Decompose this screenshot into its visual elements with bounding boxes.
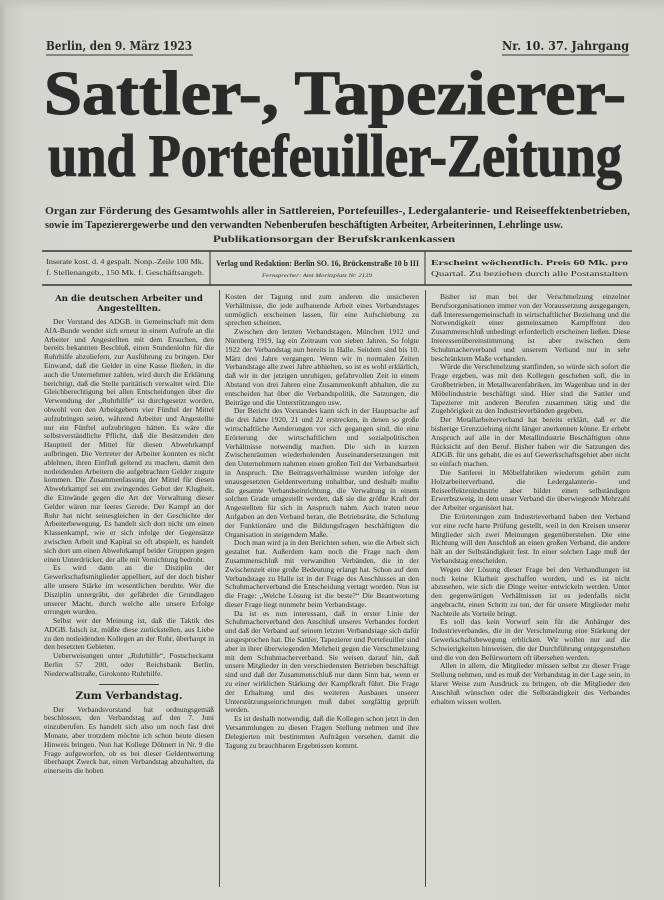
article-paragraph: Würde die Verschmelzung stattfinden, so würde sich sofort die Frage ergeben, was mit den Kollegen geschehen soll, die in Großbetrieben, in Metallwarenfabriken, im Wagenbau und in der Möbelindustrie beschäftigt sind. Hier sind die Sattler und Tapezierer mit anderen Berufen zusammen tätig und die Zugehörigkeit zu den Industrieverbänden gegeben. [431,362,630,416]
article-paragraph: Kosten der Tagung und zum anderen die unsicheren Verhältnisse, die jede aufbauende Arbeit eines Verbandstages unmöglich erscheinen lassen, für eine Aufschiebung zu sprechen scheinen. [225,293,419,328]
article-paragraph: Die Sattlerei in Möbelfabriken wiederum gehört zum Holzarbeiterverband, die Ledergalanterie- und Reiseeffektenindustrie aber bildet einen selbständigen Erwerbszweig, in dem unser Verband die überwiegende Mehrzahl der Arbeiter organisiert hat. [431,467,630,513]
article-paragraph: Allen in allem, die Mitglieder müssen selbst zu dieser Frage Stellung nehmen, und es muß der Verbandstag in der Lage sein, in klarer Weise zum Ausdruck zu bringen, ob die Mitglieder den Anschluß wünschen oder die Selbständigkeit des Verbandes erhalten wissen wollen. [431,661,630,706]
article-paragraph: Es wird dann an die Disziplin der Gewerkschaftsmitglieder appelliert, auf der doch bisher alle unsere Stärke im wesentlichen beruhte. Wer die Disziplin untergräbt, der gefährdet die Grundlagen unserer Macht, durch welche alle unsere Erfolge errungen wurden. [44,563,214,617]
subscription-line-1: Erscheint wöchentlich. Preis 60 Mk. pro [431,258,629,267]
subscription-line-2: Quartal. Zu beziehen durch alle Postanstalten [431,269,629,278]
article-paragraph: Der Vorstand des ADGB. in Gemeinschaft mit dem AfA-Bunde wendet sich erneut in einem Aufrufe an die Arbeiter und Angestellten mit dem Ersuchen, den bereits bekannten Beschluß, einen Stundenlohn für die Ruhrhilfe abzuliefern, zur Ausführung zu bringen. Der Einwand, daß die Gelder in eine Kasse fließen, in die auch die Unternehmer zahlen, wird durch die Erklärung berichtigt, daß die Stelle paritätisch verwaltet wird. Die Gleichberechtigung bei allen Entscheidungen über die Verwendung der „Ruhrhilfe“ ist durchgesetzt worden, obwohl von den Arbeitgebern vier Fünftel der Mittel aufzubringen seien, während Arbeiter und Angestellte nur ein Fünftel aufzubringen hätten. Es wäre die selbstverständliche Pflicht, daß die Besitzenden den Hauptteil der Mittel für diesen Abwehrkampf aufbringen. Die Vertreter der Arbeiter konnten es nicht ablehnen, ihren Einfluß geltend zu machen, damit den notleidenden Arbeitern die aufgebrachten Gelder zugute kommen. Die Zusammenfassung der Mittel für diesen Abwehrkampf sei ein zwingendes Gebot der Klugheit, die Einwände gegen die Art der Verwaltung dieser Gelder wären nur leeres Gerede. Der Kampf an der Ruhr hat nicht seinesgleichen in der Geschichte der Arbeiterbewegung. Es handelt sich dort nicht um einen Klassenkampf, wie er sich infolge der Gegensätze zwischen Arbeit und Kapital so oft abspielt, es handelt sich dort um einen Abwehrkampf beider Gruppen gegen einen Unterdrücker, der alle mit Vernichtung bedroht. [44,317,214,564]
article-paragraph: Es ist deshalb notwendig, daß die Kollegen schon jetzt in den Versammlungen zu diesen Fragen Stellung nehmen und ihre Delegierten mit bestimmten Aufträgen versehen, damit die Tagung zu brauchbaren Ergebnissen kommt. [225,714,419,750]
column-rule-1 [219,290,220,887]
publisher-phone: Fernsprecher: Amt Moritzplatz Nr. 2139 [260,273,373,279]
article-paragraph: Der Verbandsvorstand hat ordnungsgemäß beschlossen, den Verbandstag auf den 7. Juni einzuberufen. Es handelt sich also um noch fast drei Monate, aber trotzdem möchte ich schon heute diesen Hinweis bringen. Nun hat Kollege Döhnert in Nr. 9 die Frage aufgeworfen, ob es bei dieser Geldentwertung überhaupt Zweck hat, einen Verbandstag abzuhalten, da einerseits die hohen [44,704,214,776]
ad-rates-line-1: Inserate kost. d. 4 gespalt. Nonp.-Zeile 100 Mk. [46,257,205,266]
article-paragraph: Der Bericht des Vorstandes kann sich in der Hauptsache auf die drei Jahre 1920, 21 und 22 erstrecken, in denen so große wirtschaftliche Aenderungen vor sich gegangen sind, die eine Erörterung der wirtschaftlichen und sozialpolitischen Verhältnisse notwendig machen. Die sich in kurzen Zwischenräumen wiederholenden Auseinandersetzungen mit den Unternehmern nahmen einen großen Teil der Verbandsarbeit in Anspruch. Die Beitragsverhältnisse wurden infolge der unausgesetzten Geldentwertung unhaltbar, und deshalb mußte die gesamte Verbandseinrichtung, die Verwaltung in einem solchen Grade umgestellt werden, daß sie die größte Kraft der Angestellten für sich in Anspruch nahm. Auch traten neue Aufgaben an den Verband heran, die Betriebsräte, die Schulung der Funktionäre und die Bildungsfragen beschäftigten die Organisation in steigendem Maße. [225,406,419,539]
article-title-verbandstag: Zum Verbandstag. [75,689,183,702]
article-paragraph: Zwischen den letzten Verbandstagen, München 1912 und Nürnberg 1919, lag ein Zeitraum von sieben Jahren. So folgte 1922 der Verbandstag nun bereits in Halle. Seitdem sind bis 10. März drei Jahre vergangen. Wenn wir in normalen Zeiten Verbandstage alle zwei Jahre abhielten, so ist es wohl erklärlich, daß wir in der jetzigen unruhigen, gefahrvollen Zeit in einem Abstand von drei Jahren eine Zusammenkunft abhalten, die zu entscheiden hat über die Verbandspolitik, die Satzungen, die Beiträge und die Unterstützungen usw. [225,327,419,407]
article-title-ruhr: An die deutschen Arbeiter und Angestellten. [55,294,203,314]
place-date: Berlin, den 9. März 1923 [46,39,192,53]
article-paragraph: Selbst wer der Meinung ist, daß die Taktik des ADGB. falsch ist, müßte diese zurückstellen, aus Liebe zu den notleidenden Kollegen an der Ruhr, überhaupt in den besetzten Gebieten. [44,616,214,652]
publisher-address: Verlag und Redaktion: Berlin SO. 16, Brückenstraße 10 b III [216,258,420,268]
masthead-header [0,0,664,292]
column-rule-2 [425,290,426,887]
article-paragraph: Bisher ist man bei der Verschmelzung einzelner Berufsorganisationen immer von der Voraussetzung ausgegangen, daß Interessengemeinschaft in wirtschaftlicher Beziehung und die Notwendigkeit einer gemeinsamen Kampffront den Zusammenschluß unbedingt erforderlich erscheinen ließen. Diese Interessenübereinstimmung ist aber zwischen dem Schuhmacherverband und unserem Verband nur in sehr beschränktem Maße vorhanden. [431,293,630,363]
column-3 [431,293,630,885]
article-paragraph: Die Erörterungen zum Industrieverband haben den Verband vor eine recht harte Prüfung gestellt, weil in den Kreisen unserer Mitglieder sich zwei Meinungen gegenüberstehen. Die eine Richtung will den Anschluß an einen großen Verband, die andere hält an der Selbständigkeit fest. In einer solchen Lage muß der Verbandstag entscheiden. [431,511,630,565]
article-paragraph: Da ist es nun interessant, daß in erster Linie der Schuhmacherverband den Anschluß unseres Verbandes fordert und daß der Verband auf seinem letzten Verbandstage sich dafür ausgesprochen hat. Die Sattler, Tapezierer und Portefeuiller sind aber in ihrer überwiegenden Mehrheit gegen die Verschmelzung mit dem Schuhmacherverband. Sie weisen darauf hin, daß unsere Mitglieder in den verschiedensten Betrieben beschäftigt sind und daß der Zusammenschluß nur dann Sinn hat, wenn er zu einer wirklichen Stärkung der Kampfkraft führt. Die Frage der Erhaltung und des weiteren Ausbaues unserer Unterstützungseinrichtungen muß dabei sorgfältig geprüft werden. [225,608,419,715]
article-paragraph: Wegen der Lösung dieser Frage bei den Verhandlungen ist noch keine Klarheit geschaffen worden, und es ist nicht abzusehen, wie sich die Dinge weiter entwickeln werden. Unter den gegenwärtigen Verhältnissen ist es jedenfalls nicht angebracht, einen Schritt zu tun, der für unsere Mitglieder mehr Nachteile als Vorteile bringt. [431,564,630,618]
issue-number: Nr. 10. 37. Jahrgang [502,39,630,53]
masthead-title-line-2: und Portefeuiller-Zeitung [48,123,622,189]
article-paragraph: Es soll das kein Vorwurf sein für die Anhänger des Industrieverbandes, die in der Verschmelzung eine Stärkung der Gewerkschaftsbewegung erblicken. Wir wollen nur auf die Schwierigkeiten hinweisen, die der Durchführung entgegenstehen und die von den Befürwortern oft übersehen werden. [431,617,630,662]
subtitle-publication-organ: Publikationsorgan der Berufskrankenkassen [213,235,456,245]
masthead-title-line-1: Sattler-, Tapezierer- [44,60,626,128]
ad-rates-line-2: f. Stellenangeb., 150 Mk. f. Geschäftsangeb. [46,268,205,277]
subtitle-line-2: sowie im Tapezierergewerbe und den verwandten Nebenberufen beschäftigten Arbeiter, Arbeiterinnen, Lehrlinge usw. [45,220,564,231]
article-paragraph: Doch man wird ja in den Berichten sehen, wie die Arbeit sich gestaltet hat. Außerdem kam noch die Frage nach dem Zusammenschluß mit verwandten Verbänden, die in der Zwischenzeit eine große Bedeutung erlangt hat. Schon auf dem Verbandstage zu Halle ist in der Frage des Anschlusses an den Schuhmacherverband die Entscheidung vertagt worden. Nun ist die Frage: „Welche Lösung ist die beste?“ Die Beantwortung dieser Frage liegt nunmehr beim Verbandstage. [225,538,419,609]
article-paragraph: Der Metallarbeiterverband hat bereits erklärt, daß er die bisherige Grenzziehung nicht länger anerkennen könne. Er erhebt Anspruch auf alle in der Metallindustrie Beschäftigten ohne Rücksicht auf den Beruf. Bisher haben wir die Satzungen des ADGB. für uns gehabt, die es auf Gewerkschaftsgebiet aber nicht so einfach machen. [431,415,630,469]
column-2 [225,293,419,885]
column-1 [44,293,214,885]
article-paragraph: Ueberweisungen unter „Ruhrhilfe“, Postscheckamt Berlin 57 200, oder Reichsbank Berlin, Niederwallstraße, Girokonto Ruhrhilfe. [44,651,214,678]
subtitle-line-1: Organ zur Förderung des Gesamtwohls aller in Sattlereien, Portefeuilles-, Ledergalanterie- und Reiseeffektenbetrieben, [45,206,631,217]
article-separator [99,684,159,685]
